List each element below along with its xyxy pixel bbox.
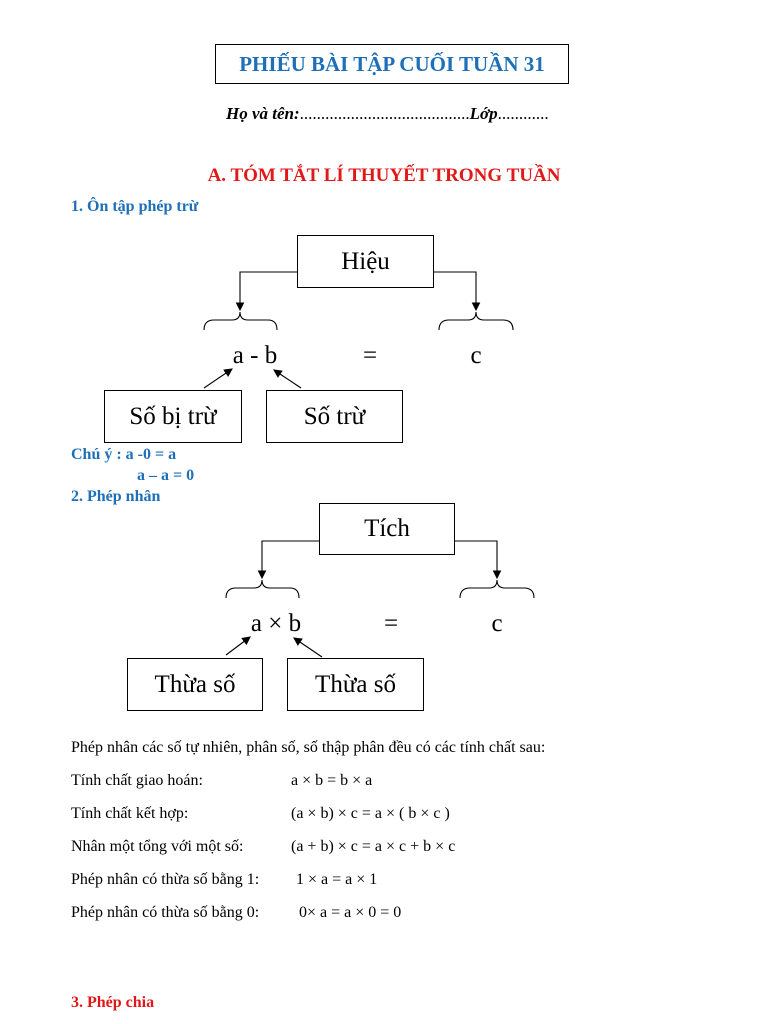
- multiplication-intro: Phép nhân các số tự nhiên, phân số, số thập phân đều có các tính chất sau:: [71, 739, 546, 756]
- difference-box: Hiệu: [297, 235, 434, 288]
- minuend-arrow: [204, 369, 232, 388]
- subtraction-result-symbol: c: [470, 342, 482, 369]
- subtrahend-box: Số trừ: [266, 390, 403, 443]
- property-formula-identity: 1 × a = a × 1: [296, 871, 378, 888]
- multiplication-heading: 2. Phép nhân: [71, 488, 161, 505]
- multiplication-left-expression: a × b: [250, 610, 302, 637]
- name-blank: ........................................: [299, 104, 470, 123]
- factor2-arrow: [294, 638, 322, 657]
- worksheet-title: PHIẾU BÀI TẬP CUỐI TUẦN 31: [215, 44, 569, 84]
- property-label-distributive: Nhân một tổng với một số:: [71, 838, 244, 855]
- right-brace-multiplication: [460, 580, 534, 598]
- property-label-identity: Phép nhân có thừa số bằng 1:: [71, 871, 260, 888]
- property-formula-distributive: (a + b) × c = a × c + b × c: [291, 838, 456, 855]
- class-label: Lớp: [469, 104, 498, 123]
- section-a-heading: A. TÓM TẮT LÍ THUYẾT TRONG TUẦN: [207, 165, 561, 186]
- property-label-associative: Tính chất kết hợp:: [71, 805, 189, 822]
- subtraction-equals-sign: =: [362, 342, 378, 369]
- factor-1-box: Thừa số: [127, 658, 263, 711]
- note-line-1: Chú ý : a -0 = a: [71, 446, 177, 463]
- hieu-right-connector: [433, 272, 476, 310]
- name-label: Họ và tên:: [226, 104, 300, 123]
- multiplication-equals-sign: =: [383, 610, 399, 637]
- subtraction-left-expression: a - b: [232, 342, 278, 369]
- hieu-left-connector: [240, 272, 297, 310]
- factor1-arrow: [226, 637, 250, 655]
- left-brace-multiplication: [226, 580, 299, 598]
- minuend-box: Số bị trừ: [104, 390, 242, 443]
- right-brace-subtraction: [439, 312, 513, 330]
- left-brace-subtraction: [204, 312, 277, 330]
- product-box: Tích: [319, 503, 455, 555]
- tich-right-connector: [455, 541, 497, 578]
- property-formula-commutative: a × b = b × a: [291, 772, 373, 789]
- note-line-2: a – a = 0: [137, 467, 195, 484]
- subtrahend-arrow: [274, 370, 301, 388]
- property-label-commutative: Tính chất giao hoán:: [71, 772, 203, 789]
- property-label-zero: Phép nhân có thừa số bằng 0:: [71, 904, 260, 921]
- property-formula-associative: (a × b) × c = a × ( b × c ): [291, 805, 450, 822]
- factor-2-box: Thừa số: [287, 658, 424, 711]
- property-formula-zero: 0× a = a × 0 = 0: [299, 904, 402, 921]
- division-heading: 3. Phép chia: [71, 994, 155, 1011]
- multiplication-result-symbol: c: [491, 610, 503, 637]
- subtraction-heading: 1. Ôn tập phép trừ: [71, 198, 199, 215]
- class-blank: ............: [497, 104, 549, 123]
- tich-left-connector: [262, 541, 319, 578]
